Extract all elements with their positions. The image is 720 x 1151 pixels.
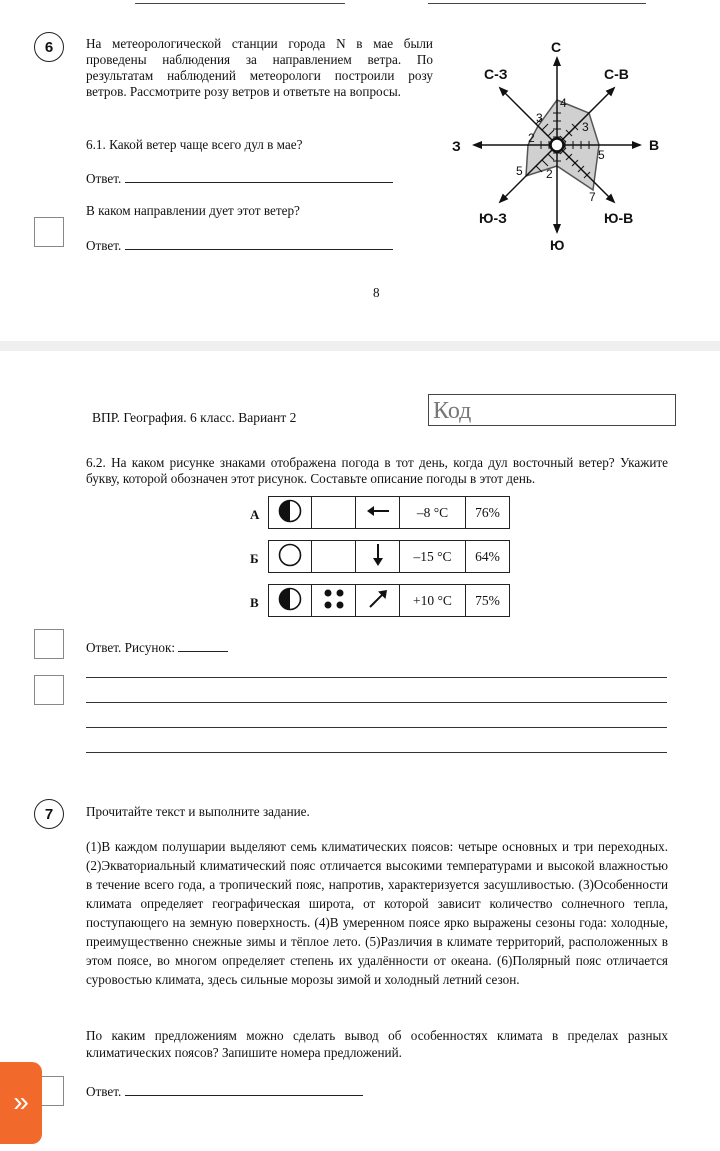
code-field[interactable]: Код [428,394,676,426]
answer-label: Ответ. [86,238,122,253]
task6-intro: На метеорологической станции города N в мае были проведены наблюдения за направлением ветра. По результатам наблюдений метеорологи построили розу ветров. Рассмотрите розу ветров и ответьте на вопросы. [86,36,433,99]
answer-field-6-1[interactable] [125,170,393,183]
wind-arrow-down-icon [356,540,400,573]
weather-row-b [268,540,510,573]
answer-line-1[interactable] [86,677,667,678]
temperature: +10 °C [400,584,466,617]
humidity: 64% [466,540,510,573]
humidity: 75% [466,584,510,617]
dir-label-e: В [649,137,660,153]
wind-rose [445,35,680,260]
answer-6-1 [86,170,393,187]
answer-picture-field[interactable] [178,639,228,652]
task7-question: По каким предложениям можно сделать вывод об особенностях климата в пределах разных климатических поясов? Запишите номера предложений. [86,1028,668,1060]
answer-7 [86,1083,363,1100]
weather-row-v [268,584,510,617]
rose-value-w: 2 [528,131,535,145]
task7-text: (1)В каждом полушарии выделяют семь климатических поясов: четыре основных и три переходных. (2)Экваториальный климатический пояс отличается высокими температурами и высокой влажностью в течение всего года, а тропический пояс, напротив, характеризуется засушливостью. (3)Особенности климата определяет географическая широта, от которой зависит количество солнечного тепла, поступающего на земную поверхность. (4)В умеренном поясе ярко выражены сезоны года: холодные, преимущественно снежные зимы и тёплое лето. (5)Различия в климате территорий, расположенных в этом поясе, во многом определяет степень их удалённости от океана. (6)Полярный пояс отличается суровостью климата, здесь сильные морозы зимой и холодный летний сезон. [86,839,668,987]
wind-arrow-up-right-icon [356,584,400,617]
rose-value-nw: 3 [536,111,543,125]
rain-dots-icon [312,584,356,617]
score-box-6-2b[interactable] [34,675,64,705]
answer-6-2 [86,237,393,254]
answer-picture-label: Ответ. Рисунок: [86,640,176,655]
dir-label-nw: С-З [484,66,508,82]
task62-question: 6.2. На каком рисунке знаками отображена погода в тот день, когда дул восточный ветер? Укажите букву, которой обозначен этот рисунок. Составьте описание погоды в этот день. [86,455,668,486]
answer-label: Ответ. [86,1084,122,1099]
row-label-b: Б [250,551,259,566]
wind-arrow-left-icon [356,496,400,529]
expand-button[interactable]: » [0,1062,42,1144]
cloud-half-icon [268,584,312,617]
dir-label-n: С [551,39,562,55]
dir-label-ne: С-В [604,66,629,82]
answer-label: Ответ. [86,171,122,186]
rose-value-e: 5 [598,148,605,162]
task6-question-1: 6.1. Какой ветер чаще всего дул в мае? [86,137,303,152]
rose-value-se: 7 [589,190,596,204]
top-line-left [135,3,345,4]
header-title: ВПР. География. 6 класс. Вариант 2 [92,410,297,425]
answer-line-3[interactable] [86,727,667,728]
answer-field-7[interactable] [125,1083,363,1096]
task6-question-2: В каком направлении дует этот ветер? [86,203,300,218]
dir-label-se: Ю-В [604,210,634,226]
dir-label-sw: Ю-З [479,210,507,226]
page-number: 8 [373,285,380,300]
score-box-6[interactable] [34,217,64,247]
cloud-clear-icon [268,540,312,573]
precip-none [312,496,356,529]
dir-label-w: З [452,138,461,154]
dir-label-s: Ю [550,237,565,253]
answer-line-4[interactable] [86,752,667,753]
answer-field-6-2[interactable] [125,237,393,250]
rose-center [551,139,564,152]
weather-row-a [268,496,510,529]
task7-intro: Прочитайте текст и выполните задание. [86,804,310,819]
score-box-6-2a[interactable] [34,629,64,659]
task-number-7: 7 [34,799,64,829]
temperature: –15 °C [400,540,466,573]
answer-6-2-picture [86,639,228,656]
humidity: 76% [466,496,510,529]
page-separator [0,341,720,351]
row-label-a: А [250,507,260,522]
rose-value-s: 2 [546,167,553,181]
rose-value-ne: 3 [582,120,589,134]
top-line-right [428,3,646,4]
rose-value-n: 4 [560,96,567,110]
row-label-v: В [250,595,259,610]
temperature: –8 °C [400,496,466,529]
precip-none [312,540,356,573]
rose-value-sw: 5 [516,164,523,178]
cloud-half-icon [268,496,312,529]
answer-line-2[interactable] [86,702,667,703]
task-number-6: 6 [34,32,64,62]
